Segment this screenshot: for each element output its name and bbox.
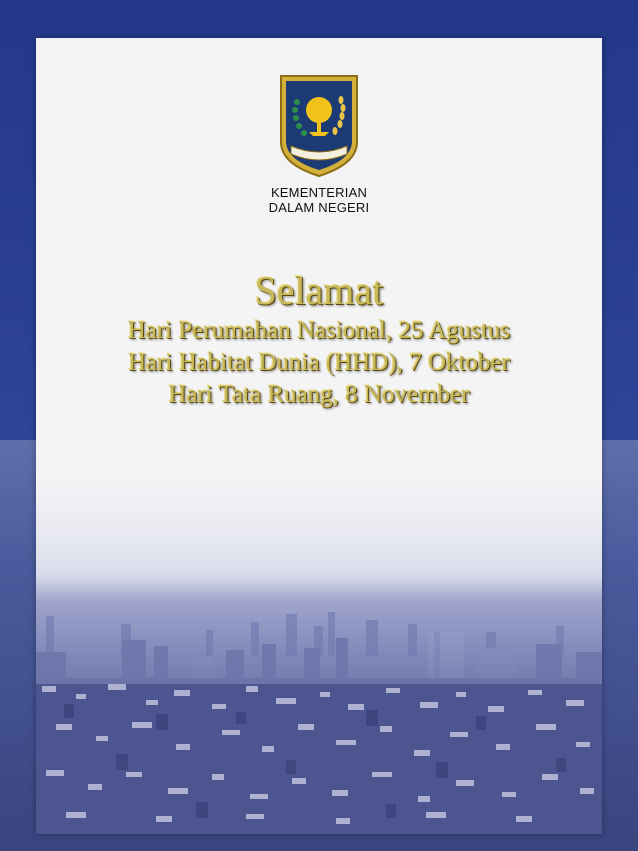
kementerian-dalam-negeri-emblem-icon <box>277 72 361 180</box>
poster-card <box>36 38 602 834</box>
greeting-line-housing-day: Hari Perumahan Nasional, 25 Agustus <box>127 317 511 344</box>
greeting-line-spatial-day: Hari Tata Ruang, 8 November <box>168 381 470 408</box>
city-skyline-image <box>36 574 602 834</box>
greeting-title: Selamat <box>254 268 384 313</box>
ministry-name-line2: DALAM NEGERI <box>268 200 370 215</box>
greeting-line-habitat-day: Hari Habitat Dunia (HHD), 7 Oktober <box>128 349 510 376</box>
ministry-name <box>36 185 602 215</box>
ministry-name-line1: KEMENTERIAN <box>270 185 368 200</box>
